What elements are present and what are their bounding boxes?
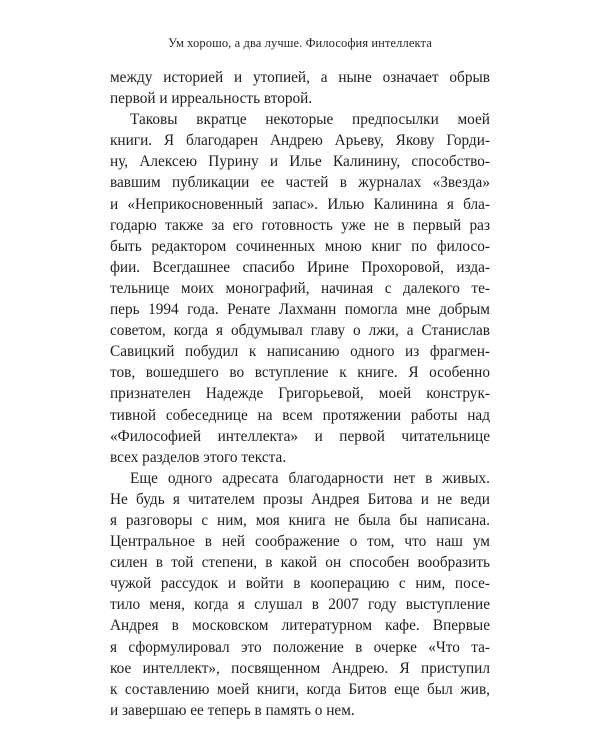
text-line: фии. Всегдашнее спасибо Ирине Прохоровой, изда- <box>110 258 490 276</box>
text-line: тивной собеседнице на всем протяжении работы над <box>110 406 490 424</box>
text-line: я разговоры с ним, моя книга не была бы написана. <box>110 511 490 529</box>
text-line: Савицкий побудил к написанию одного из фрагмен- <box>110 343 490 361</box>
text-line: Андрея в московском литературном кафе. Впервые <box>110 617 490 635</box>
text-line: и «Неприкосновенный запас». Илью Калинина я бла- <box>110 195 490 213</box>
text-line: силен в той степени, в какой он способен вообразить <box>110 554 490 572</box>
text-line: кое интеллект», посвященном Андрею. Я приступил <box>110 659 490 677</box>
text-line: тило меня, когда я слушал в 2007 году выступление <box>110 596 490 614</box>
text-line: советом, когда я обдумывал главу о лжи, а Станислав <box>110 322 490 340</box>
text-line: Центральное в ней соображение о том, что наш ум <box>110 533 490 551</box>
text-line: тов, вошедшего во вступление к книге. Я особенно <box>110 364 490 382</box>
text-line: тельнице моих монографий, начиная с далекого те- <box>110 279 490 297</box>
running-head: Ум хорошо, а два лучше. Философия интеллекта <box>168 36 432 50</box>
text-line: я сформулировал это положение в очерке «Что та- <box>110 638 490 656</box>
text-line: чужой рассудок и войти в кооперацию с ним, посе- <box>110 575 490 593</box>
text-line: годарю также за его готовность уже не в первый раз <box>110 216 490 234</box>
text-line: признателен Надежде Григорьевой, моей конструк- <box>110 385 490 403</box>
text-line: Не будь я читателем прозы Андрея Битова и не веди <box>110 490 490 508</box>
text-line: и завершаю ее теперь в память о нем. <box>110 701 355 719</box>
text-line: ну, Алексею Пурину и Илье Калинину, способство- <box>110 153 490 171</box>
body-text <box>110 67 490 721</box>
text-line: всех разделов этого текста. <box>110 448 287 466</box>
text-line: между историей и утопией, а ныне означает обрыв <box>110 69 490 86</box>
text-line: быть редактором сочиненных мною книг по филосо- <box>110 237 490 255</box>
text-line: Таковы вкратце некоторые предпосылки моей <box>130 111 490 129</box>
text-line: Еще одного адресата благодарности нет в живых. <box>130 469 490 487</box>
text-line: «Философией интеллекта» и первой читательнице <box>110 427 490 445</box>
text-line: первой и ирреальность второй. <box>110 90 313 108</box>
text-line: вавшим публикации ее частей в журналах «Звезда» <box>110 174 490 192</box>
text-line: перь 1994 года. Ренате Лахманн помогла мне добрым <box>110 301 490 319</box>
text-line: к составлению моей книги, когда Битов еще был жив, <box>110 680 490 698</box>
text-line: книги. Я благодарен Андрею Арьеву, Якову Горди- <box>110 132 490 150</box>
